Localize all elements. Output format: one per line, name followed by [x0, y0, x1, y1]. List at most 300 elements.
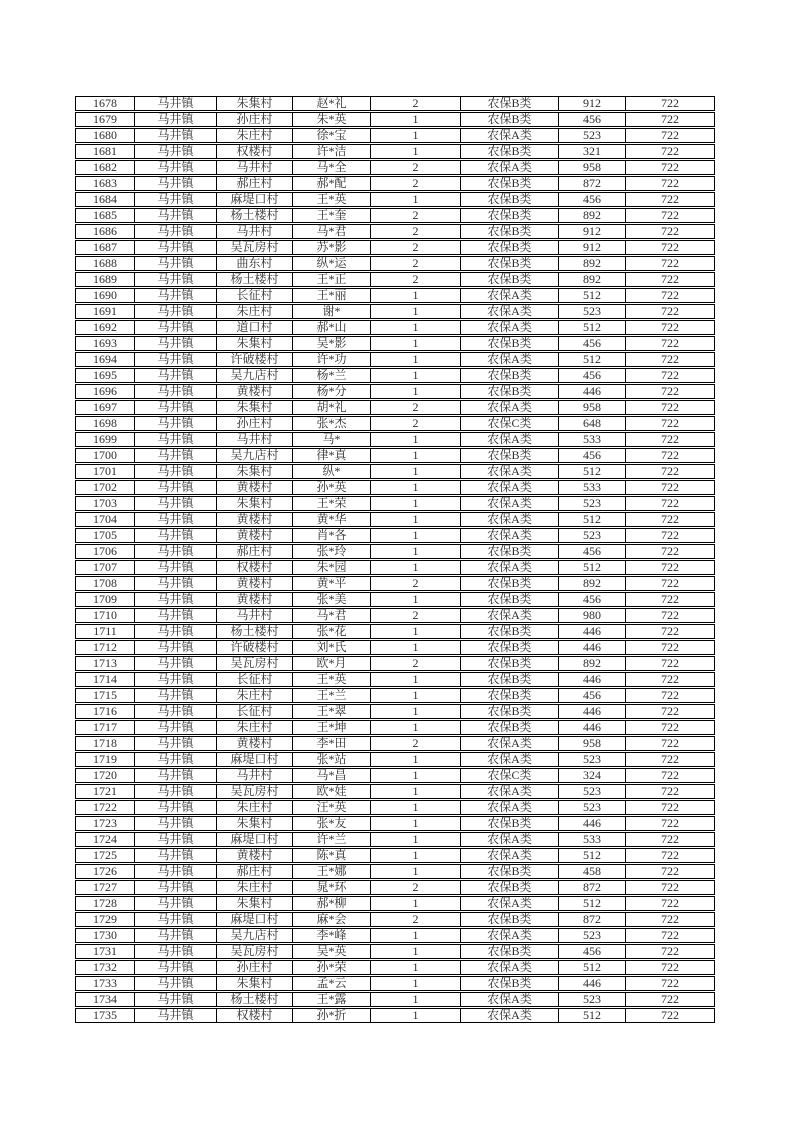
amount-cell: 446 [558, 704, 625, 719]
serial-cell: 1719 [75, 752, 134, 767]
table-row [75, 464, 715, 479]
amount-cell: 456 [558, 448, 625, 463]
town-cell: 马井镇 [134, 432, 216, 447]
amount-cell: 446 [558, 976, 625, 991]
table-row [75, 128, 715, 143]
amount-cell: 872 [558, 912, 625, 927]
person-count-cell: 1 [370, 848, 460, 863]
serial-cell: 1693 [75, 336, 134, 351]
insurance-category-cell: 农保B类 [460, 976, 558, 991]
village-cell: 朱庄村 [216, 688, 292, 703]
serial-cell: 1709 [75, 592, 134, 607]
town-cell: 马井镇 [134, 256, 216, 271]
amount-cell: 324 [558, 768, 625, 783]
masked-name-cell: 王*正 [292, 272, 370, 287]
town-cell: 马井镇 [134, 448, 216, 463]
serial-cell: 1681 [75, 144, 134, 159]
town-cell: 马井镇 [134, 848, 216, 863]
person-count-cell: 2 [370, 240, 460, 255]
serial-cell: 1688 [75, 256, 134, 271]
table-row [75, 848, 715, 863]
amount-cell: 446 [558, 816, 625, 831]
masked-name-cell: 王*英 [292, 192, 370, 207]
village-cell: 杨土楼村 [216, 208, 292, 223]
masked-name-cell: 马*全 [292, 160, 370, 175]
insurance-category-cell: 农保A类 [460, 128, 558, 143]
masked-name-cell: 纵* [292, 464, 370, 479]
person-count-cell: 1 [370, 512, 460, 527]
standard-amount-cell: 722 [625, 752, 715, 767]
village-cell: 朱集村 [216, 816, 292, 831]
person-count-cell: 1 [370, 448, 460, 463]
amount-cell: 512 [558, 288, 625, 303]
table-row [75, 160, 715, 175]
table-row [75, 208, 715, 223]
village-cell: 朱庄村 [216, 880, 292, 895]
masked-name-cell: 杨*兰 [292, 368, 370, 383]
insurance-category-cell: 农保B类 [460, 336, 558, 351]
masked-name-cell: 李*田 [292, 736, 370, 751]
insurance-category-cell: 农保B类 [460, 720, 558, 735]
village-cell: 吴瓦房村 [216, 656, 292, 671]
insurance-category-cell: 农保A类 [460, 1008, 558, 1023]
town-cell: 马井镇 [134, 896, 216, 911]
village-cell: 孙庄村 [216, 416, 292, 431]
insurance-category-cell: 农保B类 [460, 704, 558, 719]
town-cell: 马井镇 [134, 688, 216, 703]
town-cell: 马井镇 [134, 816, 216, 831]
person-count-cell: 1 [370, 336, 460, 351]
serial-cell: 1716 [75, 704, 134, 719]
standard-amount-cell: 722 [625, 160, 715, 175]
table-row [75, 448, 715, 463]
standard-amount-cell: 722 [625, 720, 715, 735]
insurance-category-cell: 农保B类 [460, 912, 558, 927]
village-cell: 孙庄村 [216, 112, 292, 127]
table-row [75, 752, 715, 767]
masked-name-cell: 孟*云 [292, 976, 370, 991]
person-count-cell: 1 [370, 192, 460, 207]
amount-cell: 321 [558, 144, 625, 159]
amount-cell: 872 [558, 176, 625, 191]
table-row [75, 560, 715, 575]
table-row [75, 576, 715, 591]
standard-amount-cell: 722 [625, 976, 715, 991]
standard-amount-cell: 722 [625, 544, 715, 559]
standard-amount-cell: 722 [625, 576, 715, 591]
amount-cell: 958 [558, 736, 625, 751]
standard-amount-cell: 722 [625, 624, 715, 639]
table-row [75, 224, 715, 239]
village-cell: 权楼村 [216, 144, 292, 159]
town-cell: 马井镇 [134, 128, 216, 143]
person-count-cell: 1 [370, 368, 460, 383]
table-row [75, 784, 715, 799]
table-row [75, 640, 715, 655]
village-cell: 杨土楼村 [216, 624, 292, 639]
town-cell: 马井镇 [134, 352, 216, 367]
table-body [75, 96, 715, 1023]
insurance-category-cell: 农保A类 [460, 784, 558, 799]
standard-amount-cell: 722 [625, 704, 715, 719]
person-count-cell: 1 [370, 640, 460, 655]
person-count-cell: 1 [370, 128, 460, 143]
village-cell: 吴瓦房村 [216, 944, 292, 959]
table-row [75, 704, 715, 719]
town-cell: 马井镇 [134, 384, 216, 399]
table-row [75, 544, 715, 559]
person-count-cell: 2 [370, 576, 460, 591]
masked-name-cell: 王*奎 [292, 208, 370, 223]
village-cell: 麻堤口村 [216, 832, 292, 847]
masked-name-cell: 肖*各 [292, 528, 370, 543]
village-cell: 朱集村 [216, 976, 292, 991]
insurance-category-cell: 农保A类 [460, 560, 558, 575]
amount-cell: 958 [558, 160, 625, 175]
person-count-cell: 1 [370, 384, 460, 399]
serial-cell: 1698 [75, 416, 134, 431]
person-count-cell: 1 [370, 560, 460, 575]
serial-cell: 1695 [75, 368, 134, 383]
insurance-category-cell: 农保A类 [460, 304, 558, 319]
amount-cell: 512 [558, 848, 625, 863]
serial-cell: 1727 [75, 880, 134, 895]
masked-name-cell: 孙*折 [292, 1008, 370, 1023]
serial-cell: 1729 [75, 912, 134, 927]
amount-cell: 912 [558, 96, 625, 111]
amount-cell: 892 [558, 208, 625, 223]
masked-name-cell: 张*站 [292, 752, 370, 767]
masked-name-cell: 纵*运 [292, 256, 370, 271]
table-row [75, 96, 715, 111]
town-cell: 马井镇 [134, 368, 216, 383]
village-cell: 黄楼村 [216, 512, 292, 527]
table-row [75, 416, 715, 431]
serial-cell: 1708 [75, 576, 134, 591]
insurance-category-cell: 农保A类 [460, 528, 558, 543]
standard-amount-cell: 722 [625, 464, 715, 479]
town-cell: 马井镇 [134, 736, 216, 751]
insurance-category-cell: 农保B类 [460, 816, 558, 831]
village-cell: 马井村 [216, 768, 292, 783]
serial-cell: 1686 [75, 224, 134, 239]
table-row [75, 432, 715, 447]
standard-amount-cell: 722 [625, 400, 715, 415]
amount-cell: 533 [558, 832, 625, 847]
town-cell: 马井镇 [134, 672, 216, 687]
town-cell: 马井镇 [134, 192, 216, 207]
town-cell: 马井镇 [134, 512, 216, 527]
table-row [75, 736, 715, 751]
amount-cell: 446 [558, 640, 625, 655]
town-cell: 马井镇 [134, 96, 216, 111]
standard-amount-cell: 722 [625, 96, 715, 111]
town-cell: 马井镇 [134, 112, 216, 127]
village-cell: 黄楼村 [216, 736, 292, 751]
person-count-cell: 1 [370, 1008, 460, 1023]
amount-cell: 456 [558, 112, 625, 127]
masked-name-cell: 王*兰 [292, 688, 370, 703]
village-cell: 吴九店村 [216, 448, 292, 463]
masked-name-cell: 王*坤 [292, 720, 370, 735]
town-cell: 马井镇 [134, 336, 216, 351]
amount-cell: 912 [558, 240, 625, 255]
table-row [75, 768, 715, 783]
table-row [75, 288, 715, 303]
person-count-cell: 2 [370, 912, 460, 927]
village-cell: 许破楼村 [216, 640, 292, 655]
person-count-cell: 1 [370, 352, 460, 367]
standard-amount-cell: 722 [625, 848, 715, 863]
masked-name-cell: 马*昌 [292, 768, 370, 783]
standard-amount-cell: 722 [625, 128, 715, 143]
masked-name-cell: 朱*园 [292, 560, 370, 575]
amount-cell: 523 [558, 928, 625, 943]
table-row [75, 384, 715, 399]
serial-cell: 1725 [75, 848, 134, 863]
serial-cell: 1694 [75, 352, 134, 367]
village-cell: 长征村 [216, 704, 292, 719]
serial-cell: 1689 [75, 272, 134, 287]
person-count-cell: 1 [370, 464, 460, 479]
insurance-category-cell: 农保B类 [460, 240, 558, 255]
standard-amount-cell: 722 [625, 880, 715, 895]
amount-cell: 512 [558, 352, 625, 367]
village-cell: 郝庄村 [216, 176, 292, 191]
serial-cell: 1715 [75, 688, 134, 703]
amount-cell: 512 [558, 512, 625, 527]
town-cell: 马井镇 [134, 784, 216, 799]
insurance-category-cell: 农保B类 [460, 944, 558, 959]
standard-amount-cell: 722 [625, 512, 715, 527]
table-row [75, 496, 715, 511]
standard-amount-cell: 722 [625, 864, 715, 879]
insurance-category-cell: 农保B类 [460, 112, 558, 127]
masked-name-cell: 胡*礼 [292, 400, 370, 415]
table-row [75, 944, 715, 959]
insurance-category-cell: 农保B类 [460, 864, 558, 879]
standard-amount-cell: 722 [625, 368, 715, 383]
town-cell: 马井镇 [134, 576, 216, 591]
masked-name-cell: 张*友 [292, 816, 370, 831]
person-count-cell: 1 [370, 432, 460, 447]
town-cell: 马井镇 [134, 608, 216, 623]
insurance-category-cell: 农保B类 [460, 224, 558, 239]
insurance-category-cell: 农保B类 [460, 592, 558, 607]
village-cell: 吴瓦房村 [216, 784, 292, 799]
town-cell: 马井镇 [134, 176, 216, 191]
standard-amount-cell: 722 [625, 208, 715, 223]
insurance-category-cell: 农保B类 [460, 208, 558, 223]
serial-cell: 1730 [75, 928, 134, 943]
standard-amount-cell: 722 [625, 960, 715, 975]
person-count-cell: 1 [370, 672, 460, 687]
amount-cell: 533 [558, 432, 625, 447]
person-count-cell: 2 [370, 96, 460, 111]
masked-name-cell: 王*娜 [292, 864, 370, 879]
village-cell: 麻堤口村 [216, 192, 292, 207]
village-cell: 朱集村 [216, 96, 292, 111]
insurance-category-cell: 农保B类 [460, 688, 558, 703]
amount-cell: 512 [558, 960, 625, 975]
person-count-cell: 1 [370, 784, 460, 799]
insurance-category-cell: 农保B类 [460, 96, 558, 111]
serial-cell: 1680 [75, 128, 134, 143]
table-row [75, 528, 715, 543]
insurance-category-cell: 农保B类 [460, 192, 558, 207]
social-insurance-payment-table [75, 95, 715, 1024]
masked-name-cell: 许*兰 [292, 832, 370, 847]
town-cell: 马井镇 [134, 400, 216, 415]
standard-amount-cell: 722 [625, 768, 715, 783]
standard-amount-cell: 722 [625, 496, 715, 511]
person-count-cell: 1 [370, 928, 460, 943]
insurance-category-cell: 农保B类 [460, 656, 558, 671]
village-cell: 杨土楼村 [216, 272, 292, 287]
standard-amount-cell: 722 [625, 288, 715, 303]
masked-name-cell: 孙*荣 [292, 960, 370, 975]
serial-cell: 1706 [75, 544, 134, 559]
standard-amount-cell: 722 [625, 656, 715, 671]
masked-name-cell: 王*露 [292, 992, 370, 1007]
table-row [75, 512, 715, 527]
insurance-category-cell: 农保B类 [460, 384, 558, 399]
town-cell: 马井镇 [134, 304, 216, 319]
masked-name-cell: 麻*会 [292, 912, 370, 927]
village-cell: 权楼村 [216, 1008, 292, 1023]
amount-cell: 872 [558, 880, 625, 895]
amount-cell: 512 [558, 896, 625, 911]
masked-name-cell: 朱*英 [292, 112, 370, 127]
town-cell: 马井镇 [134, 912, 216, 927]
table-row [75, 928, 715, 943]
amount-cell: 533 [558, 480, 625, 495]
person-count-cell: 1 [370, 752, 460, 767]
masked-name-cell: 张*美 [292, 592, 370, 607]
standard-amount-cell: 722 [625, 608, 715, 623]
town-cell: 马井镇 [134, 288, 216, 303]
serial-cell: 1705 [75, 528, 134, 543]
village-cell: 马井村 [216, 224, 292, 239]
table-row [75, 192, 715, 207]
amount-cell: 456 [558, 544, 625, 559]
amount-cell: 456 [558, 192, 625, 207]
town-cell: 马井镇 [134, 464, 216, 479]
insurance-category-cell: 农保B类 [460, 576, 558, 591]
person-count-cell: 2 [370, 256, 460, 271]
person-count-cell: 2 [370, 208, 460, 223]
table-row [75, 992, 715, 1007]
serial-cell: 1682 [75, 160, 134, 175]
serial-cell: 1685 [75, 208, 134, 223]
insurance-category-cell: 农保A类 [460, 464, 558, 479]
amount-cell: 523 [558, 992, 625, 1007]
town-cell: 马井镇 [134, 480, 216, 495]
person-count-cell: 1 [370, 704, 460, 719]
amount-cell: 456 [558, 592, 625, 607]
serial-cell: 1711 [75, 624, 134, 639]
town-cell: 马井镇 [134, 240, 216, 255]
serial-cell: 1722 [75, 800, 134, 815]
amount-cell: 892 [558, 256, 625, 271]
masked-name-cell: 黄*平 [292, 576, 370, 591]
table-row [75, 688, 715, 703]
table-row [75, 320, 715, 335]
masked-name-cell: 马*君 [292, 224, 370, 239]
masked-name-cell: 张*玲 [292, 544, 370, 559]
serial-cell: 1690 [75, 288, 134, 303]
masked-name-cell: 陈*真 [292, 848, 370, 863]
standard-amount-cell: 722 [625, 192, 715, 207]
masked-name-cell: 王*荣 [292, 496, 370, 511]
amount-cell: 446 [558, 624, 625, 639]
amount-cell: 892 [558, 656, 625, 671]
insurance-category-cell: 农保A类 [460, 288, 558, 303]
table-row [75, 720, 715, 735]
table-row [75, 608, 715, 623]
standard-amount-cell: 722 [625, 336, 715, 351]
masked-name-cell: 刘*氏 [292, 640, 370, 655]
village-cell: 许破楼村 [216, 352, 292, 367]
insurance-category-cell: 农保B类 [460, 272, 558, 287]
town-cell: 马井镇 [134, 800, 216, 815]
serial-cell: 1683 [75, 176, 134, 191]
insurance-category-cell: 农保B类 [460, 368, 558, 383]
serial-cell: 1692 [75, 320, 134, 335]
town-cell: 马井镇 [134, 144, 216, 159]
serial-cell: 1713 [75, 656, 134, 671]
village-cell: 吴九店村 [216, 368, 292, 383]
village-cell: 杨土楼村 [216, 992, 292, 1007]
village-cell: 朱集村 [216, 464, 292, 479]
person-count-cell: 1 [370, 304, 460, 319]
town-cell: 马井镇 [134, 640, 216, 655]
village-cell: 黄楼村 [216, 592, 292, 607]
table-row [75, 256, 715, 271]
standard-amount-cell: 722 [625, 560, 715, 575]
standard-amount-cell: 722 [625, 272, 715, 287]
town-cell: 马井镇 [134, 560, 216, 575]
masked-name-cell: 王*丽 [292, 288, 370, 303]
insurance-category-cell: 农保A类 [460, 400, 558, 415]
table-row [75, 1008, 715, 1023]
serial-cell: 1707 [75, 560, 134, 575]
serial-cell: 1700 [75, 448, 134, 463]
amount-cell: 648 [558, 416, 625, 431]
village-cell: 郝庄村 [216, 864, 292, 879]
amount-cell: 446 [558, 720, 625, 735]
insurance-category-cell: 农保B类 [460, 672, 558, 687]
village-cell: 麻堤口村 [216, 912, 292, 927]
person-count-cell: 1 [370, 944, 460, 959]
person-count-cell: 1 [370, 528, 460, 543]
standard-amount-cell: 722 [625, 352, 715, 367]
amount-cell: 512 [558, 464, 625, 479]
town-cell: 马井镇 [134, 416, 216, 431]
amount-cell: 523 [558, 304, 625, 319]
table-row [75, 400, 715, 415]
standard-amount-cell: 722 [625, 448, 715, 463]
table-row [75, 960, 715, 975]
table-row [75, 304, 715, 319]
amount-cell: 958 [558, 400, 625, 415]
person-count-cell: 2 [370, 416, 460, 431]
standard-amount-cell: 722 [625, 912, 715, 927]
standard-amount-cell: 722 [625, 688, 715, 703]
serial-cell: 1712 [75, 640, 134, 655]
person-count-cell: 1 [370, 480, 460, 495]
standard-amount-cell: 722 [625, 784, 715, 799]
